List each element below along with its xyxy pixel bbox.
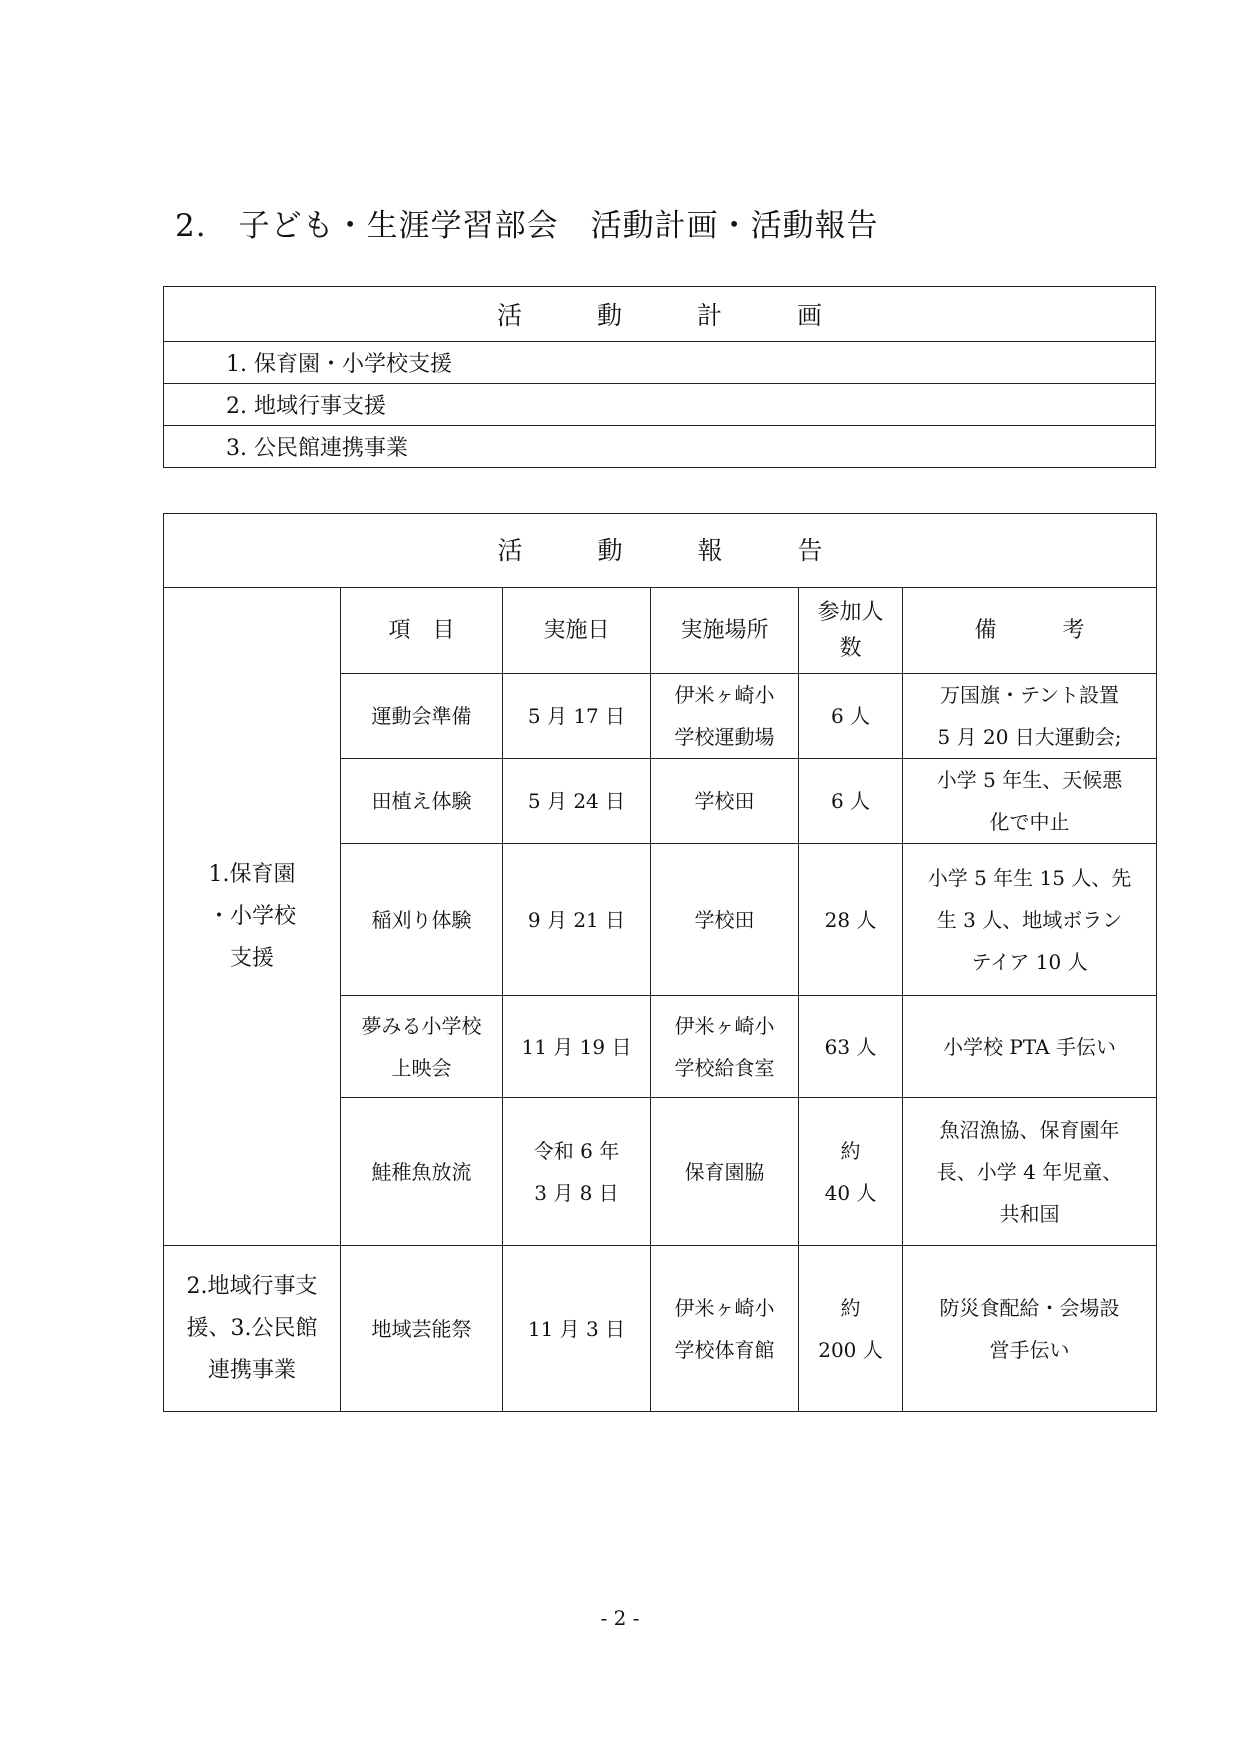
table-row xyxy=(164,1246,1157,1412)
column-header-place: 実施場所 xyxy=(651,588,799,674)
place-cell: 学校田 xyxy=(651,844,799,996)
date-cell: 11 月 19 日 xyxy=(503,996,651,1098)
column-header-date: 実施日 xyxy=(503,588,651,674)
count-cell: 6 人 xyxy=(799,759,903,844)
page-title: 2. 子ども・生涯学習部会 活動計画・活動報告 xyxy=(175,208,879,244)
place-cell: 伊米ヶ崎小 学校給食室 xyxy=(651,996,799,1098)
place-cell: 伊米ヶ崎小 学校体育館 xyxy=(651,1246,799,1412)
note-cell: 小学 5 年生 15 人、先 生 3 人、地域ボラン テイア 10 人 xyxy=(903,844,1157,996)
date-cell: 5 月 24 日 xyxy=(503,759,651,844)
category-cell: 1.保育園 ・小学校 支援 xyxy=(164,588,341,1246)
place-cell: 学校田 xyxy=(651,759,799,844)
item-cell: 鮭稚魚放流 xyxy=(341,1098,503,1246)
category-cell: 2.地域行事支 援、3.公民館 連携事業 xyxy=(164,1246,341,1412)
column-header-count: 参加人 数 xyxy=(799,588,903,674)
page-number: - 2 - xyxy=(600,1606,640,1630)
plan-item: 1. 保育園・小学校支援 xyxy=(164,342,1156,384)
note-cell: 小学 5 年生、天候悪 化で中止 xyxy=(903,759,1157,844)
date-cell: 5 月 17 日 xyxy=(503,674,651,759)
plan-item: 2. 地域行事支援 xyxy=(164,384,1156,426)
item-cell: 田植え体験 xyxy=(341,759,503,844)
plan-row xyxy=(164,342,1156,384)
note-cell: 魚沼漁協、保育園年 長、小学 4 年児童、 共和国 xyxy=(903,1098,1157,1246)
plan-row xyxy=(164,426,1156,468)
column-header-row xyxy=(164,588,1157,674)
count-cell: 63 人 xyxy=(799,996,903,1098)
plan-header: 活 動 計 画 xyxy=(164,287,1156,342)
item-cell: 稲刈り体験 xyxy=(341,844,503,996)
activity-plan-table xyxy=(163,286,1156,468)
activity-report-table xyxy=(163,513,1157,1412)
column-header-note: 備 考 xyxy=(903,588,1157,674)
item-cell: 夢みる小学校 上映会 xyxy=(341,996,503,1098)
column-header-item: 項 目 xyxy=(341,588,503,674)
note-cell: 万国旗・テント設置 5 月 20 日大運動会; xyxy=(903,674,1157,759)
date-cell: 11 月 3 日 xyxy=(503,1246,651,1412)
count-cell: 28 人 xyxy=(799,844,903,996)
plan-header-row xyxy=(164,287,1156,342)
date-cell: 令和 6 年 3 月 8 日 xyxy=(503,1098,651,1246)
note-cell: 小学校 PTA 手伝い xyxy=(903,996,1157,1098)
plan-row xyxy=(164,384,1156,426)
count-cell: 6 人 xyxy=(799,674,903,759)
report-header-row xyxy=(164,514,1157,588)
count-cell: 約 40 人 xyxy=(799,1098,903,1246)
note-cell: 防災食配給・会場設 営手伝い xyxy=(903,1246,1157,1412)
item-cell: 運動会準備 xyxy=(341,674,503,759)
date-cell: 9 月 21 日 xyxy=(503,844,651,996)
place-cell: 保育園脇 xyxy=(651,1098,799,1246)
plan-item: 3. 公民館連携事業 xyxy=(164,426,1156,468)
report-header: 活 動 報 告 xyxy=(164,514,1157,588)
place-cell: 伊米ヶ崎小 学校運動場 xyxy=(651,674,799,759)
item-cell: 地域芸能祭 xyxy=(341,1246,503,1412)
count-cell: 約 200 人 xyxy=(799,1246,903,1412)
